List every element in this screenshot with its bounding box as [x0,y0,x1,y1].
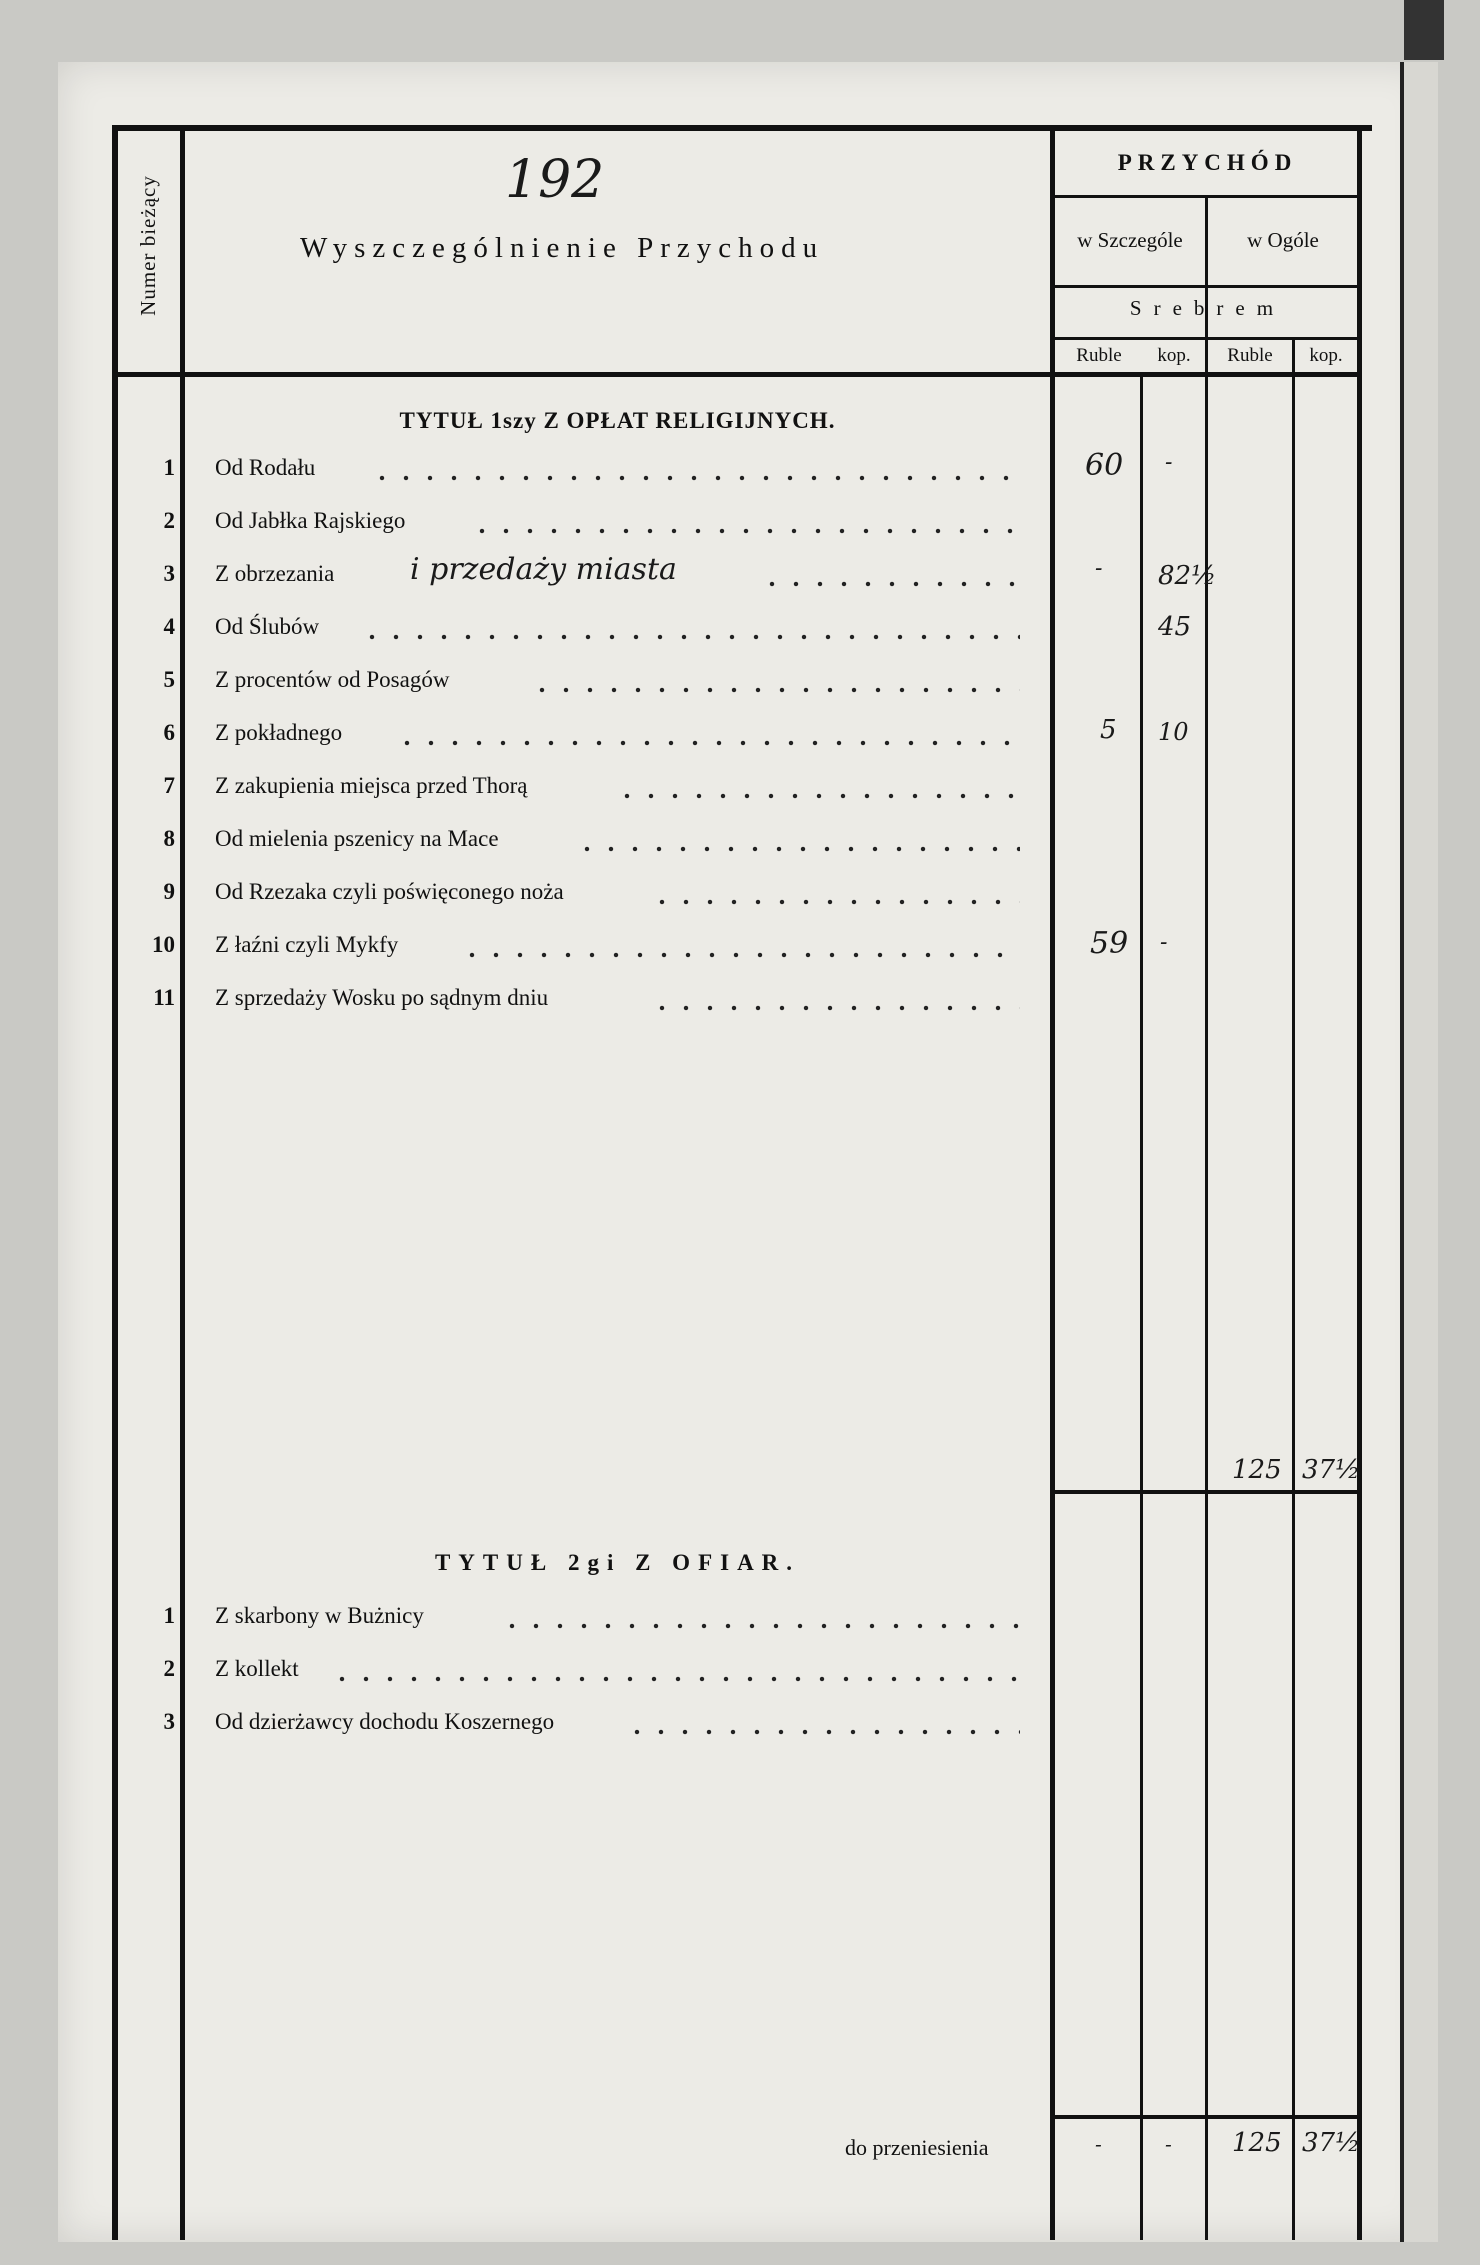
kop-detail-line [1140,375,1143,2240]
row-label: Z sprzedaży Wosku po sądnym dniu [215,985,549,1010]
frame-right [1357,125,1362,2240]
number-column-line [180,130,185,2240]
handwritten-annotation: i przedaży miasta [410,552,677,587]
carry-line [1055,2115,1360,2119]
header-bottom-line [118,372,1360,377]
frame-top [112,125,1372,131]
row-number: 3 [163,561,175,586]
rubles-detail-value: 59 [1090,926,1129,961]
total-column-line [1205,195,1208,2240]
row-label: Od Ślubów [215,614,320,639]
header-line-2 [1055,285,1360,288]
section1-total-kop: 37½ [1302,1455,1361,1485]
row-number: 1 [163,1603,175,1628]
row-number: 4 [163,614,175,639]
header-line-1 [1055,195,1360,198]
kop-detail-value: 45 [1158,612,1192,642]
income-header: PRZYCHÓD [1117,150,1298,175]
kop-detail-value: 10 [1158,718,1189,746]
row-number: 10 [152,932,175,957]
row-label: Z obrzezania [215,561,335,586]
row-label: Od mielenia pszenicy na Mace [215,826,499,851]
section2-title: TYTUŁ 2gi Z OFIAR. [434,1550,801,1575]
rubles-total-header: Ruble [1227,345,1273,366]
ledger-page [58,62,1430,2242]
row-label: Z procentów od Posagów [215,667,450,692]
carry-kop-total: 37½ [1302,2128,1361,2158]
row-number: 7 [163,773,175,798]
rubles-detail-value: 60 [1085,448,1124,483]
row-label: Od Rzezaka czyli poświęconego noża [215,879,564,904]
kop-detail-value: 82½ [1158,561,1217,591]
row-number: 3 [163,1709,175,1734]
leader-dots [370,475,1020,481]
description-header: Wyszczególnienie Przychodu [300,232,825,264]
currency-header: Srebrem [1129,296,1286,320]
leader-dots [460,952,1020,958]
carry-kop-detail: - [1165,2132,1172,2156]
section1-total-line [1055,1490,1360,1494]
leader-dots [330,1676,1020,1682]
leader-dots [760,581,1020,587]
row-number: 9 [163,879,175,904]
rubles-detail-value: - [1095,556,1103,581]
leader-dots [395,740,1020,746]
header-line-3 [1055,337,1360,340]
amount-column-line [1050,130,1055,2240]
row-number: 11 [153,985,175,1010]
carry-rubles-detail: - [1095,2132,1102,2156]
carry-rubles-total: 125 [1232,2128,1282,2158]
leader-dots [625,1729,1020,1735]
row-label: Z kollekt [215,1656,299,1681]
leader-dots [615,793,1020,799]
row-number: 2 [163,508,175,533]
kop-detail-value: - [1165,450,1173,475]
number-column-header: Numer bieżący [135,174,160,316]
row-number: 8 [163,826,175,851]
leader-dots [360,634,1020,640]
total-header: w Ogóle [1247,228,1319,252]
rubles-detail-value: 5 [1100,715,1117,745]
row-number: 1 [163,455,175,480]
row-label: Z pokładnego [215,720,343,745]
section1-total-rubles: 125 [1232,1455,1282,1485]
leader-dots [530,687,1020,693]
corner-mark [1404,0,1444,60]
rubles-detail-header: Ruble [1076,345,1122,366]
page-number: 192 [505,150,605,210]
row-label: Z zakupienia miejsca przed Thorą [215,773,528,798]
row-label: Od dzierżawcy dochodu Koszernego [215,1709,555,1734]
leader-dots [500,1623,1020,1629]
row-label: Od Jabłka Rajskiego [215,508,406,533]
row-number: 2 [163,1656,175,1681]
leader-dots [650,1005,1020,1011]
section1-title: TYTUŁ 1szy Z OPŁAT RELIGIJNYCH. [399,408,836,433]
leader-dots [470,528,1020,534]
detail-header: w Szczególe [1077,228,1183,252]
leader-dots [575,846,1020,852]
row-number: 6 [163,720,175,745]
kop-detail-value: - [1160,930,1168,955]
frame-left [112,125,118,2240]
page-edge [1400,62,1438,2242]
row-label: Z skarbony w Bużnicy [215,1603,424,1628]
row-label: Od Rodału [215,455,316,480]
leader-dots [650,899,1020,905]
row-number: 5 [163,667,175,692]
carry-forward-label: do przeniesienia [845,2135,989,2160]
kop-total-line [1292,340,1295,2240]
kop-total-header: kop. [1309,345,1343,366]
row-label: Z łaźni czyli Mykfy [215,932,399,957]
kop-detail-header: kop. [1157,345,1191,366]
